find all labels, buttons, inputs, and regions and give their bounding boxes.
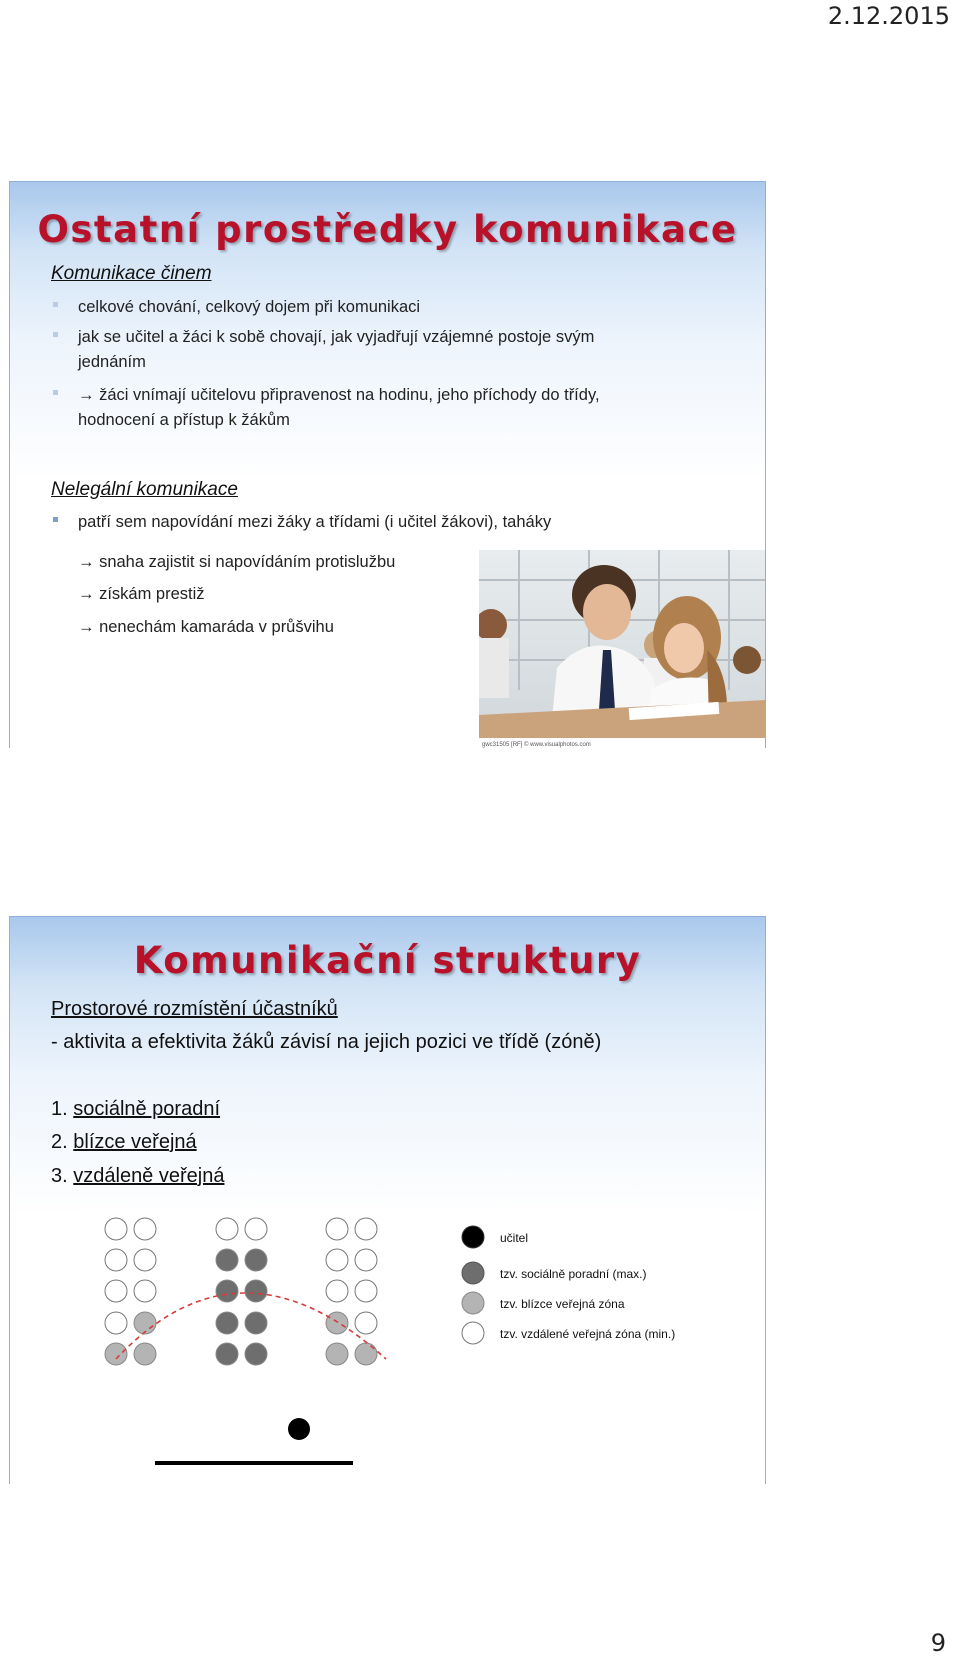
seat-icon	[355, 1343, 377, 1365]
seat-icon	[105, 1249, 127, 1271]
legend-label: tzv. vzdálené veřejná zóna (min.)	[500, 1327, 676, 1341]
legend-label: učitel	[500, 1231, 529, 1245]
legend-label: tzv. sociálně poradní (max.)	[500, 1267, 647, 1281]
arrow-item: → nenechám kamaráda v průšvihu	[78, 618, 334, 636]
seat-icon	[105, 1343, 127, 1365]
seat-icon	[134, 1343, 156, 1365]
legend-max-zone-icon	[462, 1262, 484, 1284]
legend-label: tzv. blízce veřejná zóna	[500, 1297, 625, 1311]
seat-icon	[216, 1280, 238, 1302]
page-number: 9	[930, 1629, 946, 1657]
seat-icon	[355, 1280, 377, 1302]
seat-icon	[355, 1218, 377, 1240]
slide-title: Ostatní prostředky komunikace	[37, 208, 738, 251]
seat-icon	[326, 1343, 348, 1365]
seat-icon	[216, 1249, 238, 1271]
seat-icon	[134, 1218, 156, 1240]
photo-caption: gwc31505 [RF] © www.visualphotos.com	[482, 742, 591, 748]
bullet-item: → žáci vnímají učitelovu připravenost na hodinu, jeho příchody do třídy,	[78, 382, 728, 408]
seat-icon	[216, 1312, 238, 1334]
section-heading-komunikace-cinem: Komunikace činem	[51, 263, 212, 284]
seat-icon	[134, 1312, 156, 1334]
zone-list-item: 1. sociálně poradní	[51, 1098, 221, 1120]
bullet-item: patří sem napovídání mezi žáky a třídami (i učitel žákovi), taháky	[78, 509, 728, 535]
seat-icon	[134, 1280, 156, 1302]
bullet-marker-icon	[53, 302, 58, 307]
seat-icon	[326, 1312, 348, 1334]
bullet-marker-icon	[53, 390, 58, 395]
seat-grid	[105, 1218, 377, 1365]
bullet-item: jak se učitel a žáci k sobě chovají, jak vyjadřují vzájemné postoje svým	[78, 324, 728, 350]
diagram-legend	[462, 1226, 675, 1344]
seat-icon	[245, 1280, 267, 1302]
seat-icon	[216, 1218, 238, 1240]
bullet-item: celkové chování, celkový dojem při komunikaci	[78, 294, 728, 320]
arrow-item: → snaha zajistit si napovídáním protislužbu	[78, 553, 396, 571]
page-date: 2.12.2015	[827, 2, 950, 30]
zone-list-item: 2. blízce veřejná	[51, 1131, 197, 1153]
section-heading-nelegalni-komunikace: Nelegální komunikace	[51, 479, 238, 500]
arrow-item: → získám prestiž	[78, 585, 205, 603]
classroom-seating-diagram	[80, 1207, 725, 1484]
zone-list-item: 3. vzdáleně veřejná	[51, 1165, 225, 1187]
students-photo	[479, 550, 765, 748]
seat-icon	[355, 1249, 377, 1271]
seat-icon	[326, 1218, 348, 1240]
slide-komunikacni-struktury	[9, 916, 766, 1484]
legend-teacher-icon	[462, 1226, 484, 1248]
section-heading-prostorove-rozmisteni: Prostorové rozmístění účastníků	[51, 998, 338, 1020]
seat-icon	[245, 1312, 267, 1334]
legend-far-zone-icon	[462, 1322, 484, 1344]
bullet-marker-icon	[53, 517, 58, 522]
bullet-marker-icon	[53, 332, 58, 337]
slide-ostatni-prostredky	[9, 181, 766, 748]
seat-icon	[216, 1343, 238, 1365]
seat-icon	[105, 1312, 127, 1334]
bullet-continuation: hodnocení a přístup k žákům	[78, 411, 290, 429]
seat-icon	[134, 1249, 156, 1271]
teacher-marker-icon	[288, 1418, 310, 1440]
seat-icon	[245, 1343, 267, 1365]
seat-icon	[105, 1280, 127, 1302]
classroom-photo-illustration	[479, 550, 765, 748]
seating-diagram-svg	[80, 1207, 725, 1484]
slide-title: Komunikační struktury	[133, 939, 642, 982]
seat-icon	[355, 1312, 377, 1334]
seat-icon	[245, 1249, 267, 1271]
legend-near-zone-icon	[462, 1292, 484, 1314]
body-text: - aktivita a efektivita žáků závisí na jejich pozici ve třídě (zóně)	[51, 1031, 602, 1053]
seat-icon	[326, 1249, 348, 1271]
seat-icon	[105, 1218, 127, 1240]
bullet-continuation: jednáním	[78, 353, 146, 371]
seat-icon	[245, 1218, 267, 1240]
seat-icon	[326, 1280, 348, 1302]
